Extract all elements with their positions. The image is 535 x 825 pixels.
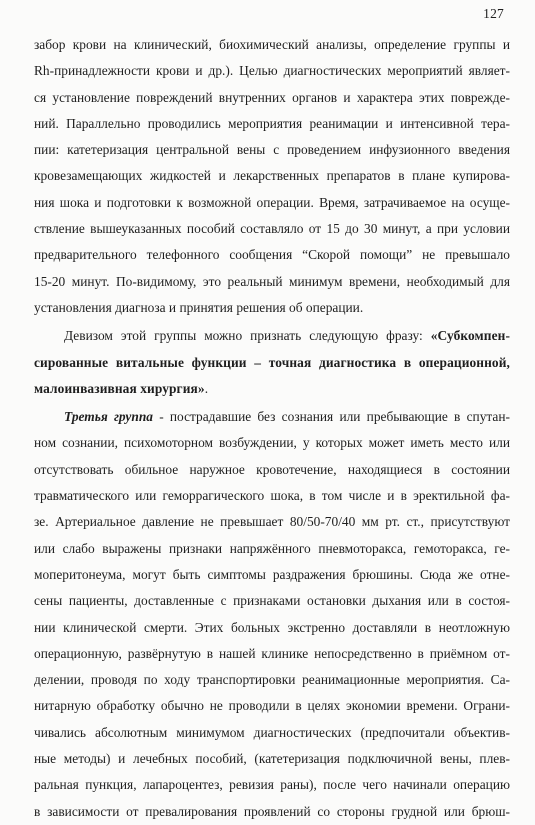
page-number: 127 xyxy=(483,6,504,21)
text-line: травматического или геморрагического шока, в том числе и в эректильной фа- xyxy=(34,488,510,504)
group-description: - пострадавшие без сознания или пребывающие в спутан- xyxy=(152,409,510,425)
group-title: Третья группа xyxy=(64,409,153,425)
text-line: нии клинической смерти. Этих больных экстренно доставляли в неотложную xyxy=(34,619,510,635)
text-line: делении, проводя по ходу транспортировки реанимационные мероприятия. Са- xyxy=(34,672,510,688)
text-line: ствление вышеуказанных пособий составляло от 15 до 30 минут, а при условии xyxy=(34,221,510,237)
text-line: предварительного телефонного сообщения “Скорой помощи” не превышало xyxy=(34,247,510,263)
paragraph-1 xyxy=(34,32,510,321)
text-line: чивались абсолютным минимумом диагностических (предпочитали объектив- xyxy=(34,724,510,740)
text-line: операционную, развёрнутую в нашей клинике непосредственно в приёмном от- xyxy=(34,645,510,661)
motto-text: «Субкомпен- xyxy=(430,328,510,344)
paragraph-3 xyxy=(34,404,510,825)
text-line: забор крови на клинический, биохимический анализы, определение группы и xyxy=(34,37,510,52)
motto-text: малоинвазивная хирургия» xyxy=(34,380,205,396)
text-line: ния шока и подготовки к возможной операции. Время, затрачиваемое на осуще- xyxy=(34,194,510,210)
text-line: или слабо выражены признаки напряжённого пневмоторакса, гемоторакса, ге- xyxy=(34,540,510,556)
text-line xyxy=(34,323,510,349)
motto-period: . xyxy=(204,380,209,396)
text-line: сены пациенты, доставленные с признаками остановки дыхания или в состоя- xyxy=(34,593,510,609)
text-line xyxy=(34,376,510,402)
text-line: ном сознании, психомоторном возбуждении, у которых может иметь место или xyxy=(34,435,510,451)
text-line: пии: катетеризация центральной вены с проведением инфузионного введения xyxy=(34,142,510,158)
text-line: ральная пункция, лапароцентез, ревизия раны), после чего начинали операцию xyxy=(34,777,510,793)
text-line: ся установление повреждений внутренних органов и характера этих поврежде- xyxy=(34,89,510,105)
paragraph-2 xyxy=(34,323,510,402)
text-line: нитарную обработку обычно не проводили в целях экономии времени. Ограни- xyxy=(34,698,510,714)
text-line: 15-20 минут. По-видимому, это реальный минимум времени, необходимый для xyxy=(34,273,510,289)
text-line: ний. Параллельно проводились мероприятия реанимации и интенсивной тера- xyxy=(34,115,510,131)
text-line: ные методы) и лечебных пособий, (катетеризация подключичной вены, плев- xyxy=(34,751,510,767)
text-line xyxy=(34,404,510,430)
page-body xyxy=(34,32,510,825)
motto-text: сированные витальные функции – точная диагностика в операционной, xyxy=(34,354,510,370)
text-line: отсутствовать обильное наружное кровотечение, находящиеся в состоянии xyxy=(34,461,510,477)
text-line: установления диагноза и принятия решения об операции. xyxy=(34,299,364,315)
text-line: кровезамещающих жидкостей и лекарственных препаратов в плане купирова- xyxy=(34,168,510,184)
text-line: в зависимости от превалирования проявлений со стороны грудной или брюш- xyxy=(34,803,510,819)
motto-intro: Девизом этой группы можно признать следующую фразу: xyxy=(64,328,431,344)
text-line: зе. Артериальное давление не превышает 80/50-70/40 мм рт. ст., присутствуют xyxy=(34,514,510,530)
text-line: Rh-принадлежности крови и др.). Целью диагностических мероприятий являет- xyxy=(34,63,510,79)
text-line xyxy=(34,350,510,376)
text-line: моперитонеума, могут быть симптомы раздражения брюшины. Сюда же отне- xyxy=(34,566,510,582)
